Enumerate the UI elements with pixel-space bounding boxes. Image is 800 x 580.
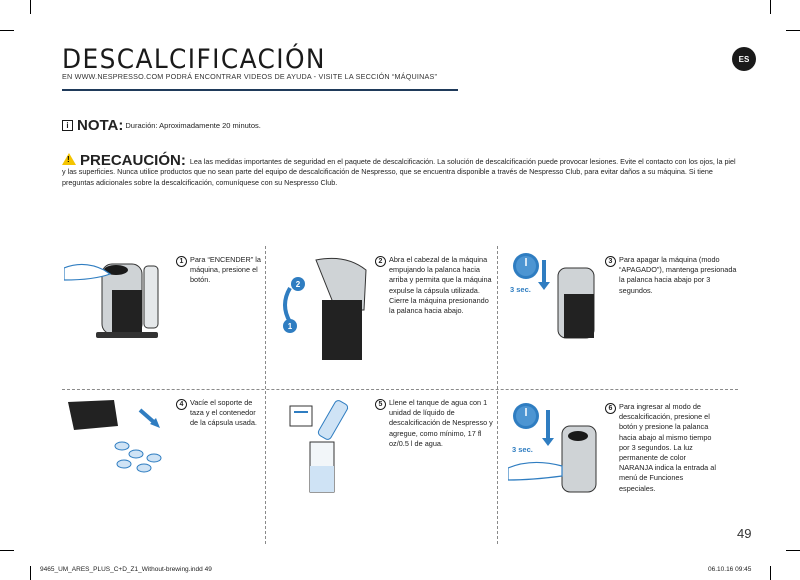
step-3-number: 3 <box>605 256 616 267</box>
step-1-number: 1 <box>176 256 187 267</box>
grid-divider <box>497 246 498 544</box>
step-6-illustration <box>508 396 604 496</box>
step-5-number: 5 <box>375 399 386 410</box>
page-title: DESCALCIFICACIÓN <box>62 44 326 75</box>
step-1-illustration <box>64 250 174 342</box>
step-6-text: Para ingresar al modo de descalcificación, presione el botón y presione la palanca hacia abajo al mismo tiempo por 3 segundos. La luz permanente de color NARANJA indica la entrada al menú de Funciones especiales. <box>619 402 716 493</box>
arrow-up-number: 2 <box>295 280 301 289</box>
crop-mark <box>0 30 14 31</box>
step-4-text: Vacíe el soporte de taza y el contenedor de la cápsula usada. <box>190 398 257 428</box>
page-number: 49 <box>737 526 752 541</box>
step-5-text: Llene el tanque de agua con 1 unidad de líquido de descalcificación de Nespresso y agregue, como mínimo, 17 fl oz/0.5 l de agua. <box>389 398 493 448</box>
note-label: NOTA: <box>77 117 124 134</box>
step-2-text: Abra el cabezal de la máquina empujando la palanca hacia arriba y permita que la máquina expulse la cápsula utilizada. Cierre la máquina presionando la palanca hacia abajo. <box>389 255 492 316</box>
crop-mark <box>0 550 14 551</box>
info-icon: i <box>62 120 73 131</box>
title-rule <box>62 89 458 91</box>
page-subtitle: EN WWW.NESPRESSO.COM PODRÁ ENCONTRAR VIDEOS DE AYUDA - VISITE LA SECCIÓN “MÁQUINAS” <box>62 72 438 81</box>
crop-mark <box>770 0 771 14</box>
step-5-illustration <box>286 396 372 496</box>
step-1-text: Para “ENCENDER” la máquina, presione el botón. <box>190 255 261 285</box>
crop-mark <box>30 0 31 14</box>
step-4-illustration <box>64 396 174 480</box>
step-6-number: 6 <box>605 403 616 414</box>
timer-label: 3 sec. <box>512 445 533 454</box>
step-2-illustration <box>276 250 372 360</box>
step-3-illustration <box>508 250 604 342</box>
step-3-text: Para apagar la máquina (modo “APAGADO”), mantenga presionada la palanca hacia abajo por 3 segundos. <box>619 255 737 295</box>
crop-mark <box>30 566 31 580</box>
arrow-down-number: 1 <box>287 322 293 331</box>
crop-mark <box>786 30 800 31</box>
timer-label: 3 sec. <box>510 285 531 294</box>
step-2-number: 2 <box>375 256 386 267</box>
footer-file: 9465_UM_ARES_PLUS_C+D_Z1_Without-brewing.indd 49 <box>40 566 212 573</box>
note-text: Duración: Aproximadamente 20 minutos. <box>125 121 261 130</box>
grid-divider <box>62 389 738 390</box>
language-badge: ES <box>732 47 756 71</box>
footer-date: 06.10.16 09:45 <box>708 566 752 573</box>
caution-label: PRECAUCIÓN: <box>80 152 186 169</box>
warning-icon: ! <box>62 153 76 165</box>
crop-mark <box>786 550 800 551</box>
caution-text: Lea las medidas importantes de seguridad en el paquete de descalcificación. La solución de descalcificación puede provocar lesiones. Evite el contacto con los ojos, la piel y las superficies. Nunca utilice productos que no sean parte del equipo de descalcificación de Nespresso, que se encuentra disponible a través de Nespresso Club, para evitar daños a su máquina. Si tiene preguntas adicionales sobre la descalcificación, comuníquese con su Nespresso Club. <box>62 157 736 187</box>
grid-divider <box>265 246 266 544</box>
step-4-number: 4 <box>176 399 187 410</box>
caution-section <box>62 153 738 188</box>
crop-mark <box>770 566 771 580</box>
note-section <box>62 117 261 134</box>
